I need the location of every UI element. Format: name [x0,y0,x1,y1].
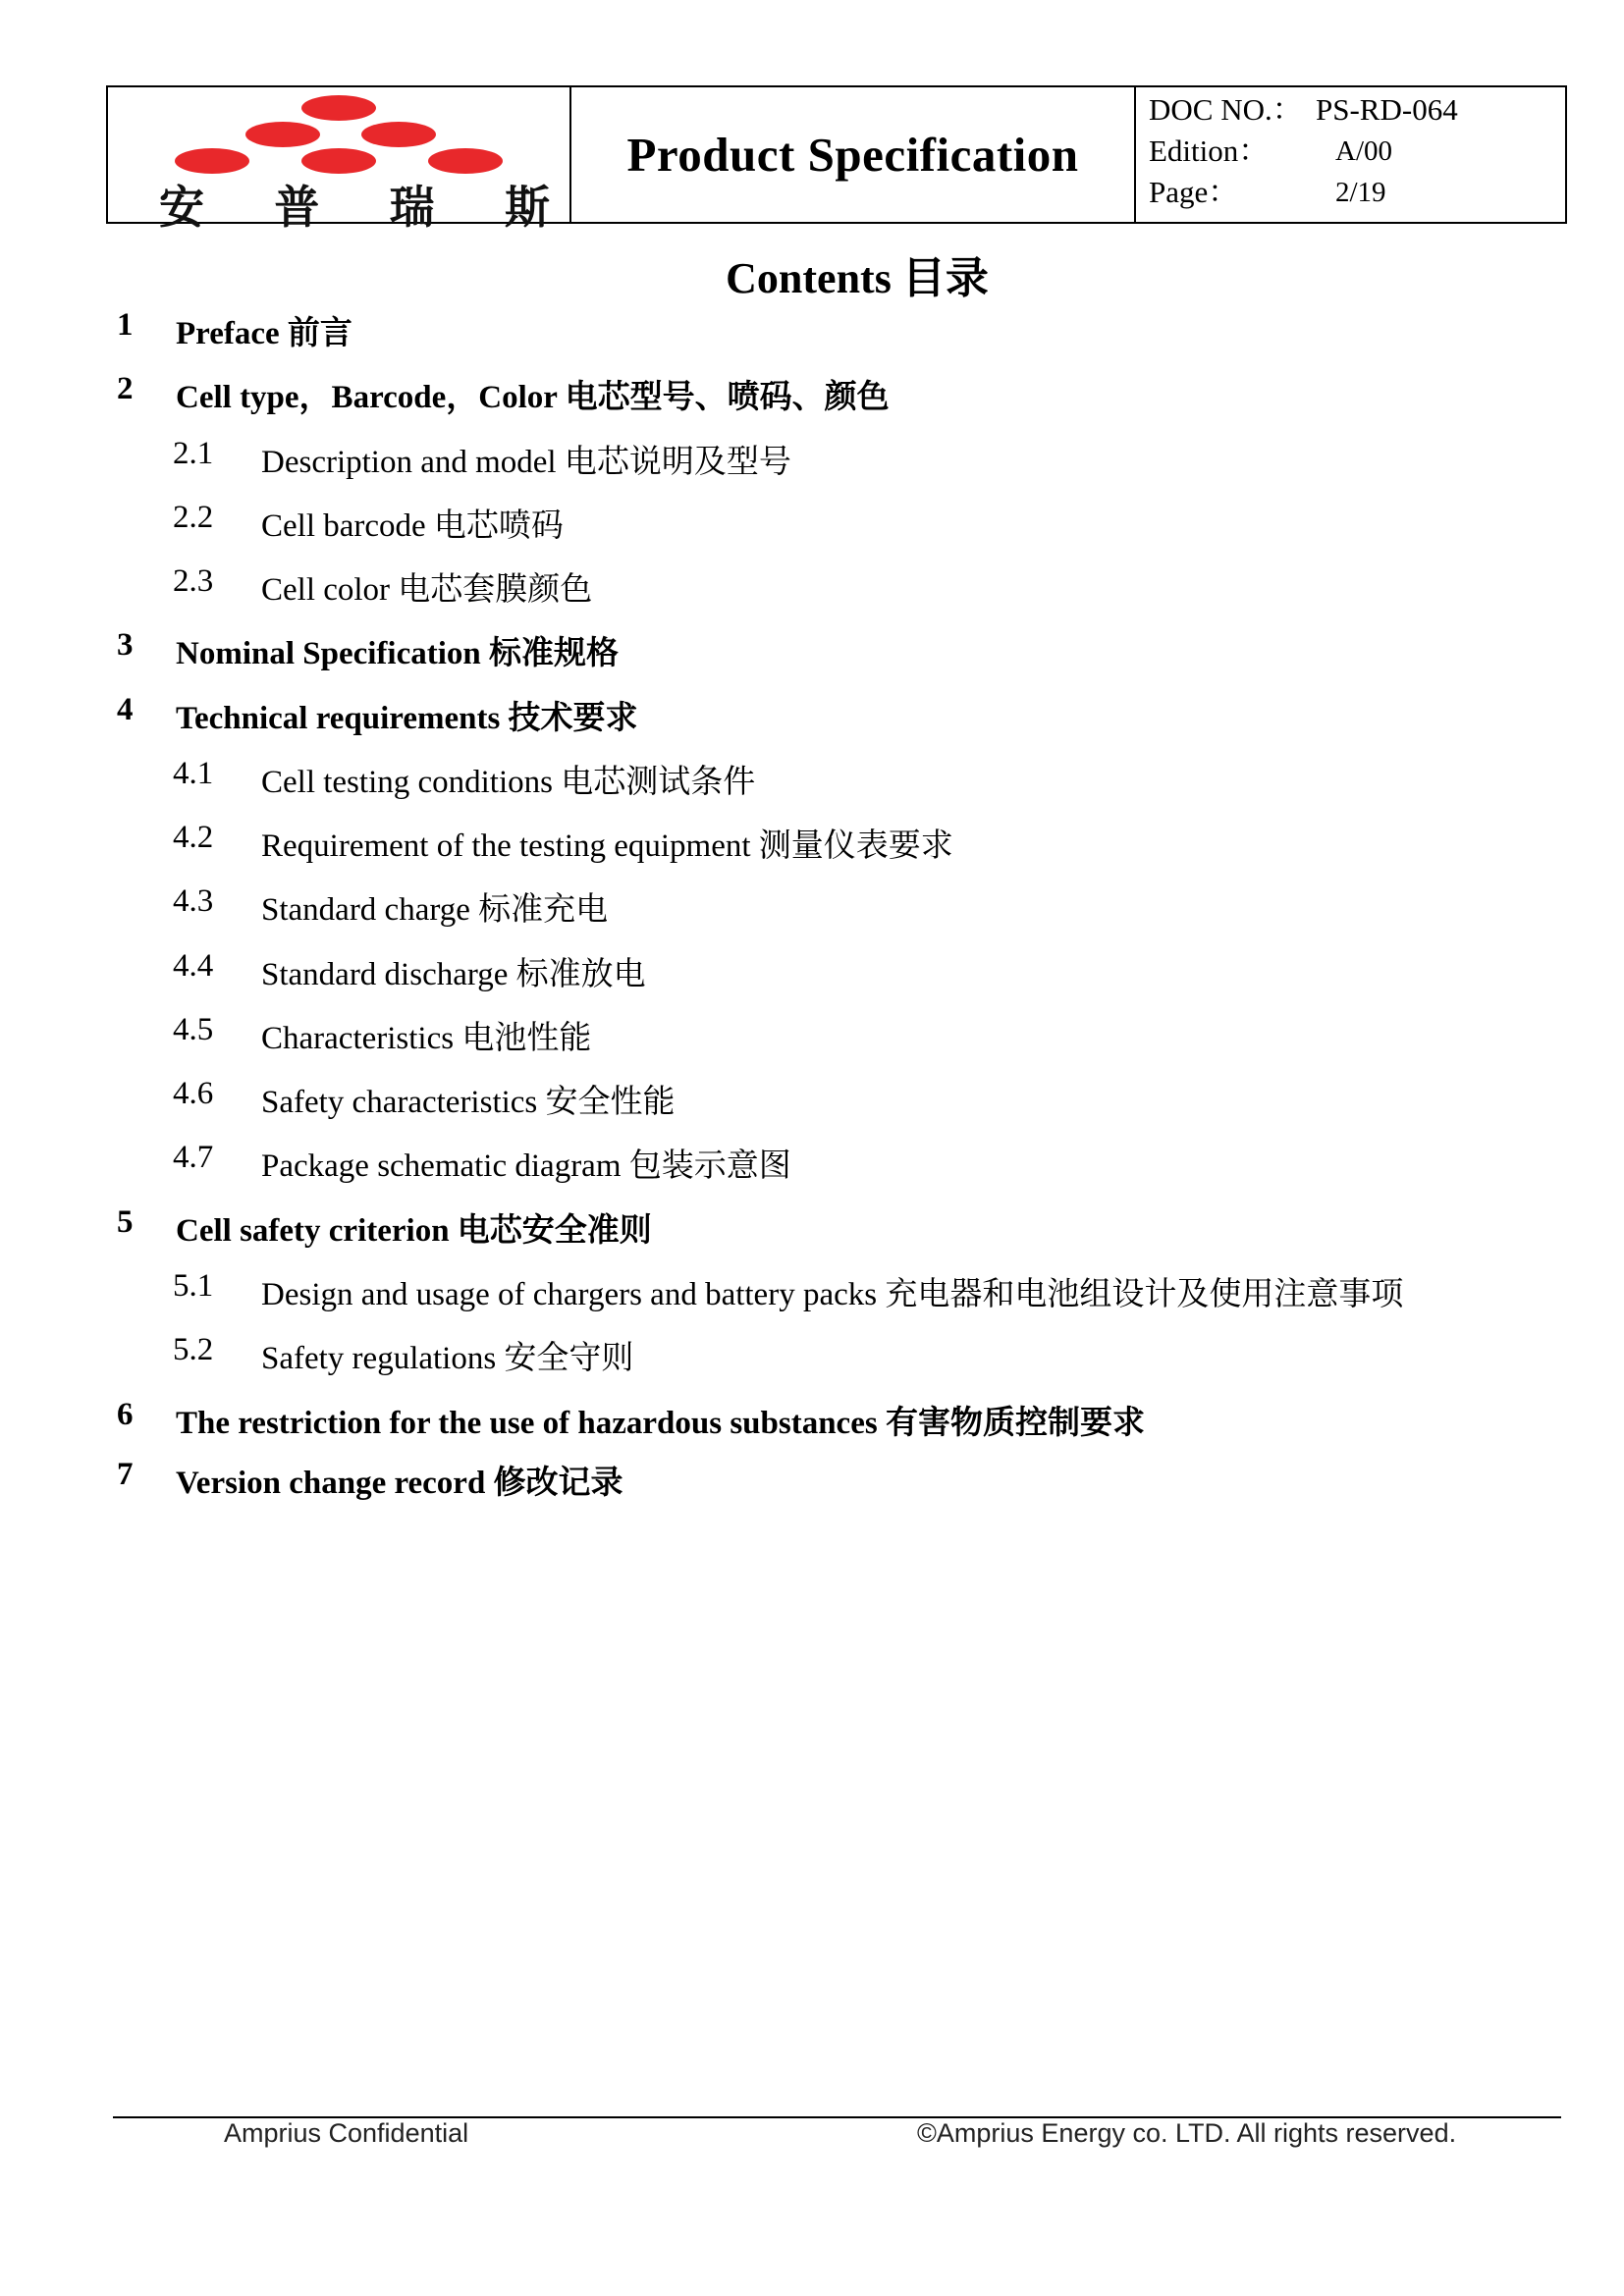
logo-cell [108,87,571,234]
doc-no-label: DOC NO.： [1149,92,1303,127]
toc-text: Version change record 修改记录 [176,1466,623,1501]
toc-text: Safety regulations 安全守则 [261,1341,634,1376]
footer-copyright: ©Amprius Energy co. LTD. All rights reserved. [917,2118,1457,2148]
toc-number: 1 [117,307,134,343]
toc-number: 5.1 [173,1268,214,1304]
toc-number: 4.3 [173,883,214,919]
toc-text: Standard discharge 标准放电 [261,957,646,992]
page-value: 2/19 [1335,177,1386,208]
toc-text: Cell testing conditions 电芯测试条件 [261,765,756,800]
toc-text: Cell color 电芯套膜颜色 [261,572,593,608]
toc-text: Preface 前言 [176,316,352,351]
toc-number: 2.1 [173,436,214,471]
toc-number: 4.1 [173,756,214,791]
toc-number: 2 [117,371,134,406]
doc-no-row [1149,89,1565,131]
toc-text: Characteristics 电池性能 [261,1021,592,1056]
toc-text: Nominal Specification 标准规格 [176,636,619,671]
toc-number: 4.2 [173,820,214,855]
toc-number: 4.4 [173,948,214,984]
toc-text: The restriction for the use of hazardous substances 有害物质控制要求 [176,1406,1145,1441]
toc-number: 6 [117,1397,134,1432]
logo-char: 瑞 [389,181,435,234]
page-label: Page： [1149,175,1239,209]
page-row [1149,172,1565,213]
edition-label: Edition： [1149,133,1270,168]
document-title: Product Specification [626,128,1079,182]
logo-dot [301,95,376,121]
logo-dot [361,122,436,147]
toc-text: Design and usage of chargers and battery packs 充电器和电池组设计及使用注意事项 [261,1277,1404,1312]
toc-text: Package schematic diagram 包装示意图 [261,1148,791,1184]
edition-value: A/00 [1335,135,1392,167]
toc-number: 5.2 [173,1332,214,1367]
logo-dot [175,148,249,174]
toc-number: 2.3 [173,563,214,599]
logo-char: 斯 [504,181,550,234]
toc-text: Cell type，Barcode，Color 电芯型号、喷码、颜色 [176,380,890,415]
toc-text: Technical requirements 技术要求 [176,701,638,736]
meta-cell [1136,87,1565,222]
document-header [106,85,1567,234]
logo-dot [245,122,320,147]
toc-number: 4 [117,692,134,727]
contents-heading: Contents 目录 [726,254,989,302]
toc-number: 7 [117,1457,134,1492]
logo-text [159,172,550,237]
toc-text: Requirement of the testing equipment 测量仪表要求 [261,828,953,864]
toc-number: 4.5 [173,1012,214,1047]
toc-number: 2.2 [173,500,214,535]
logo-dot [301,148,376,174]
toc-text: Standard charge 标准充电 [261,892,609,928]
toc-text: Safety characteristics 安全性能 [261,1085,676,1120]
toc-number: 3 [117,627,134,663]
logo-char: 普 [274,181,320,234]
toc-number: 4.6 [173,1076,214,1111]
toc-number: 4.7 [173,1140,214,1175]
toc-text: Cell barcode 电芯喷码 [261,508,564,544]
edition-row [1149,131,1565,172]
title-cell [571,87,1136,222]
footer-confidential: Amprius Confidential [224,2118,469,2148]
logo-char: 安 [159,181,204,234]
toc-number: 5 [117,1204,134,1240]
toc-text: Description and model 电芯说明及型号 [261,445,791,480]
doc-no-value: PS-RD-064 [1316,92,1458,127]
company-logo-icon [157,92,530,179]
toc-text: Cell safety criterion 电芯安全准则 [176,1213,652,1249]
logo-dot [428,148,503,174]
